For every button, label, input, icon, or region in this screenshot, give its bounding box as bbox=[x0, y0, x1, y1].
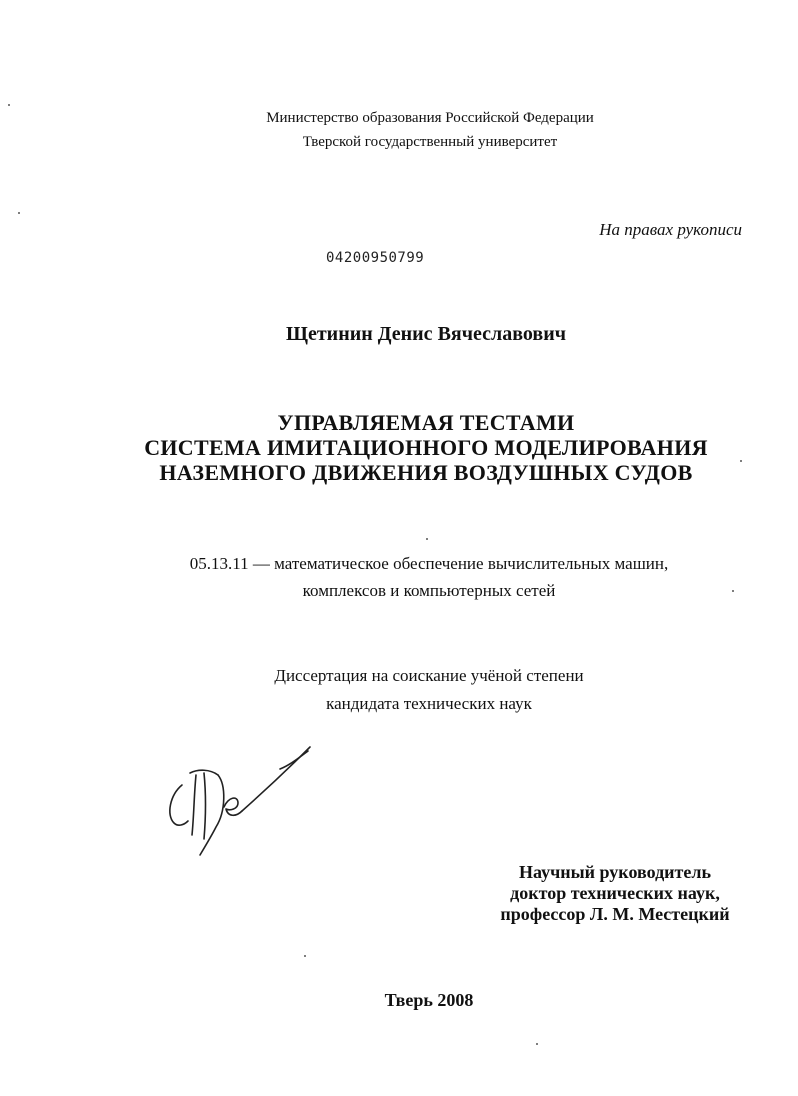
handwritten-signature bbox=[160, 735, 320, 865]
specialty-block bbox=[0, 550, 798, 604]
scan-speck bbox=[740, 460, 742, 462]
title-line-1: УПРАВЛЯЕМАЯ ТЕСТАМИ bbox=[277, 410, 575, 435]
thesis-title bbox=[0, 410, 798, 485]
advisor-name: профессор Л. М. Местецкий bbox=[500, 904, 730, 924]
title-line-3: НАЗЕМНОГО ДВИЖЕНИЯ ВОЗДУШНЫХ СУДОВ bbox=[159, 460, 693, 485]
ministry-name: Министерство образования Российской Федерации bbox=[266, 110, 594, 126]
university-name: Тверской государственный университет bbox=[302, 134, 558, 150]
scan-speck bbox=[304, 955, 306, 957]
institution-header bbox=[160, 106, 700, 154]
degree-line-1: Диссертация на соискание учёной степени bbox=[274, 666, 584, 685]
specialty-line-1: 05.13.11 — математическое обеспечение вычислительных машин, bbox=[189, 554, 669, 573]
author-name: Щетинин Денис Вячеславович bbox=[286, 323, 566, 345]
scan-speck bbox=[732, 590, 734, 592]
advisor-block bbox=[430, 862, 798, 925]
catalog-number: 04200950799 bbox=[326, 250, 425, 266]
degree-block bbox=[0, 662, 798, 718]
degree-line-2: кандидата технических наук bbox=[326, 694, 532, 713]
title-line-2: СИСТЕМА ИМИТАЦИОННОГО МОДЕЛИРОВАНИЯ bbox=[144, 435, 708, 460]
scan-speck bbox=[8, 104, 10, 106]
city-year: Тверь 2008 bbox=[384, 990, 474, 1010]
scan-speck bbox=[426, 538, 428, 540]
manuscript-note: На правах рукописи bbox=[599, 220, 742, 239]
advisor-role: Научный руководитель bbox=[519, 862, 711, 882]
advisor-degree: доктор технических наук, bbox=[510, 883, 720, 903]
specialty-line-2: комплексов и компьютерных сетей bbox=[302, 581, 556, 600]
scan-speck bbox=[18, 212, 20, 214]
scan-speck bbox=[536, 1043, 538, 1045]
